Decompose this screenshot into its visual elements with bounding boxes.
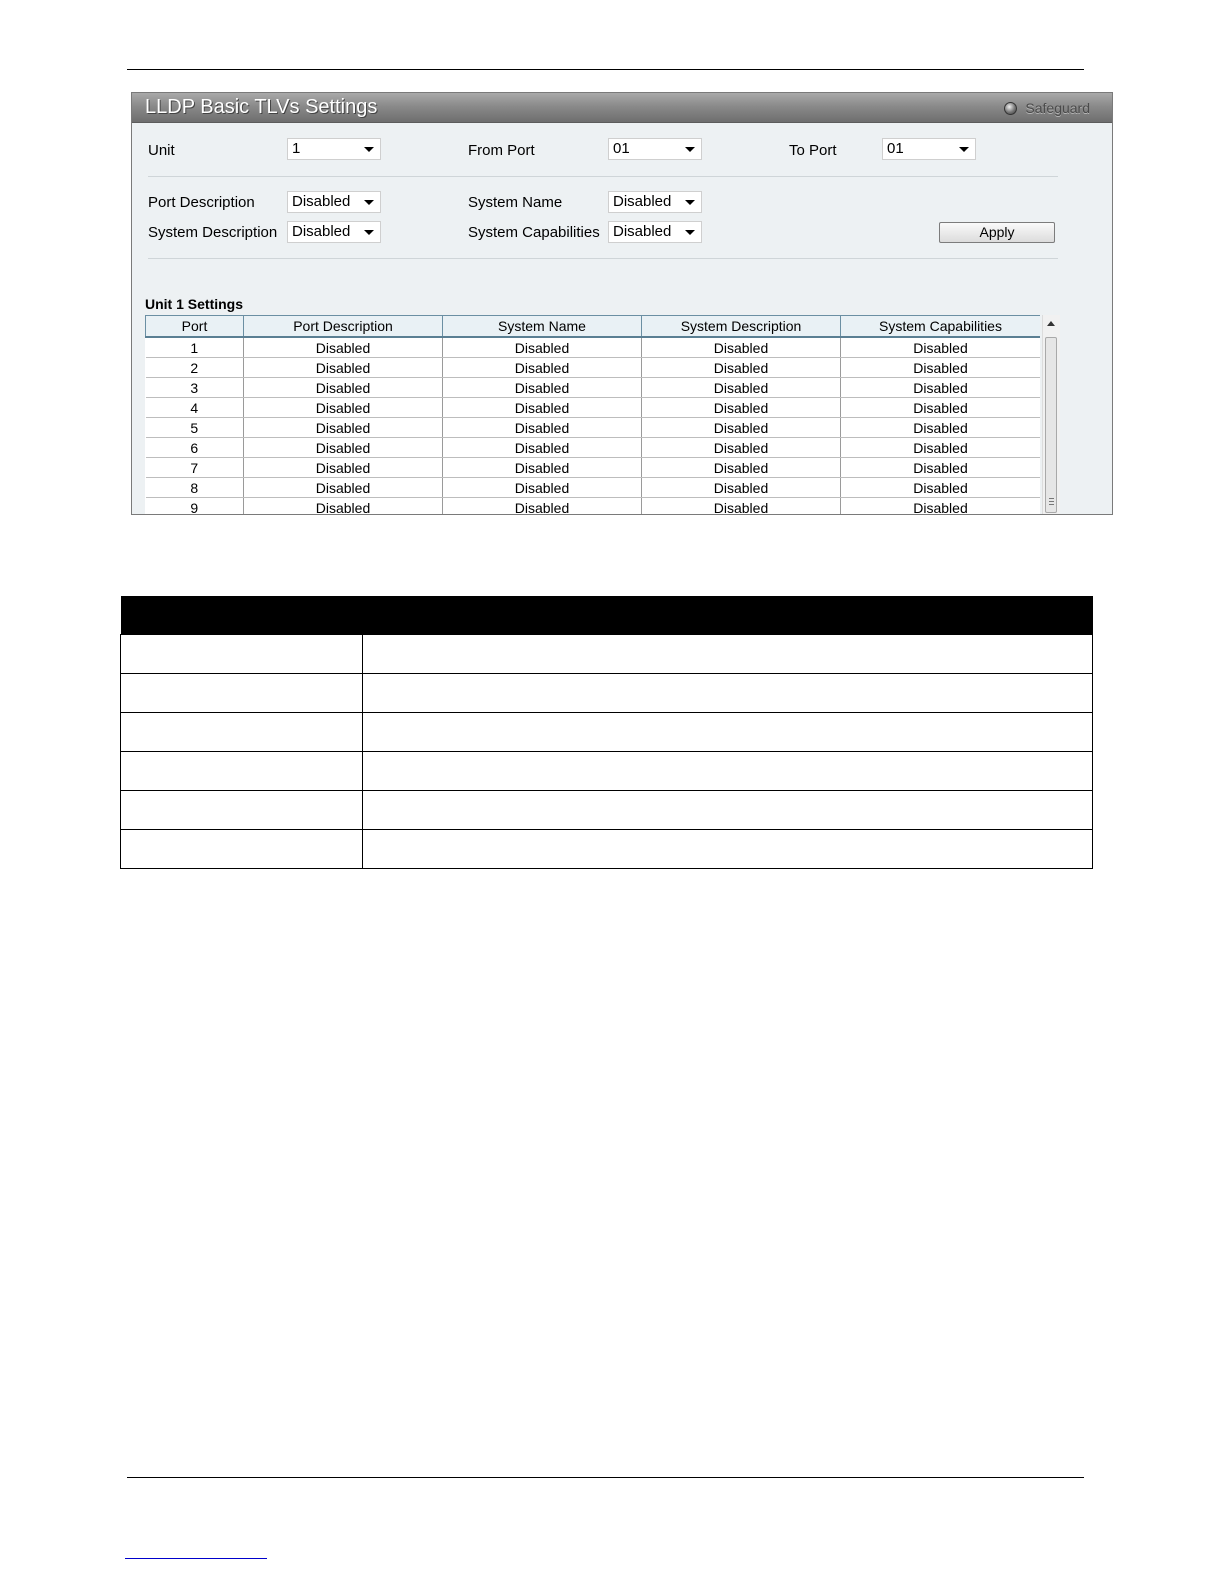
- safeguard-indicator: [1004, 100, 1090, 116]
- cell-system-name: Disabled: [443, 398, 642, 418]
- parameter-cell: [121, 752, 363, 791]
- settings-table-container: [145, 315, 1040, 514]
- parameter-cell: [121, 713, 363, 752]
- cell-port: 2: [146, 358, 244, 378]
- chevron-down-icon: [685, 200, 695, 205]
- chevron-down-icon: [959, 147, 969, 152]
- chevron-down-icon: [364, 200, 374, 205]
- to-port-select-value: 01: [887, 140, 904, 157]
- cell-port-description: Disabled: [244, 458, 443, 478]
- cell-port: 8: [146, 478, 244, 498]
- to-port-select[interactable]: [882, 138, 976, 160]
- cell-port-description: Disabled: [244, 478, 443, 498]
- cell-port: 5: [146, 418, 244, 438]
- system-description-select-value: Disabled: [292, 223, 351, 240]
- cell-system-description: Disabled: [642, 478, 841, 498]
- system-capabilities-select[interactable]: [608, 221, 702, 243]
- parameter-row: [121, 830, 1093, 869]
- parameter-table-header: [121, 596, 1093, 635]
- parameter-header-cell: [121, 596, 363, 635]
- top-rule: [127, 69, 1084, 70]
- safeguard-label: Safeguard: [1025, 100, 1090, 116]
- cell-port-description: Disabled: [244, 398, 443, 418]
- parameter-cell: [121, 791, 363, 830]
- parameter-cell: [121, 635, 363, 674]
- cell-system-capabilities: Disabled: [841, 398, 1041, 418]
- description-cell: [363, 674, 1093, 713]
- apply-button[interactable]: Apply: [939, 222, 1055, 243]
- cell-system-capabilities: Disabled: [841, 458, 1041, 478]
- cell-system-capabilities: Disabled: [841, 378, 1041, 398]
- chevron-down-icon: [364, 230, 374, 235]
- cell-port-description: Disabled: [244, 337, 443, 358]
- cell-system-name: Disabled: [443, 438, 642, 458]
- system-description-label: System Description: [148, 224, 278, 241]
- parameter-row: [121, 791, 1093, 830]
- table-row[interactable]: [146, 498, 1041, 515]
- column-header-port-description[interactable]: Port Description: [244, 316, 443, 338]
- system-name-select-value: Disabled: [613, 193, 672, 210]
- cell-system-description: Disabled: [642, 458, 841, 478]
- from-port-select[interactable]: [608, 138, 702, 160]
- table-row[interactable]: [146, 337, 1041, 358]
- cell-system-description: Disabled: [642, 358, 841, 378]
- chevron-down-icon: [364, 147, 374, 152]
- parameter-row: [121, 635, 1093, 674]
- system-name-select[interactable]: [608, 191, 702, 213]
- cell-system-name: Disabled: [443, 458, 642, 478]
- cell-port: 4: [146, 398, 244, 418]
- from-port-select-value: 01: [613, 140, 630, 157]
- cell-system-name: Disabled: [443, 378, 642, 398]
- table-scrollbar[interactable]: [1042, 315, 1060, 514]
- table-row[interactable]: [146, 418, 1041, 438]
- settings-table-body: [146, 337, 1041, 514]
- cell-system-capabilities: Disabled: [841, 358, 1041, 378]
- description-cell: [363, 791, 1093, 830]
- parameter-cell: [121, 674, 363, 713]
- column-header-system-capabilities[interactable]: System Capabilities: [841, 316, 1041, 338]
- unit-label: Unit: [148, 142, 175, 159]
- system-capabilities-select-value: Disabled: [613, 223, 672, 240]
- parameter-cell: [121, 830, 363, 869]
- table-row[interactable]: [146, 378, 1041, 398]
- grip-icon: [1049, 498, 1054, 507]
- cell-system-description: Disabled: [642, 418, 841, 438]
- description-header-cell: [363, 596, 1093, 635]
- footer-link-underline[interactable]: [125, 1558, 267, 1559]
- cell-system-capabilities: Disabled: [841, 498, 1041, 515]
- to-port-label: To Port: [789, 142, 837, 159]
- parameter-row: [121, 713, 1093, 752]
- settings-table-header: [146, 316, 1041, 338]
- table-row[interactable]: [146, 458, 1041, 478]
- safeguard-icon: [1004, 102, 1017, 115]
- port-description-label: Port Description: [148, 194, 255, 211]
- port-description-select-value: Disabled: [292, 193, 351, 210]
- column-header-port[interactable]: Port: [146, 316, 244, 338]
- cell-system-name: Disabled: [443, 358, 642, 378]
- parameter-row: [121, 752, 1093, 791]
- table-row[interactable]: [146, 358, 1041, 378]
- system-capabilities-label: System Capabilities: [468, 224, 600, 241]
- cell-system-capabilities: Disabled: [841, 438, 1041, 458]
- cell-port: 3: [146, 378, 244, 398]
- cell-system-capabilities: Disabled: [841, 337, 1041, 358]
- cell-port-description: Disabled: [244, 498, 443, 515]
- chevron-down-icon: [685, 147, 695, 152]
- unit-settings-title: Unit 1 Settings: [145, 296, 244, 312]
- system-description-select[interactable]: [287, 221, 381, 243]
- settings-table: [145, 315, 1040, 514]
- cell-port: 7: [146, 458, 244, 478]
- cell-port-description: Disabled: [244, 438, 443, 458]
- description-cell: [363, 635, 1093, 674]
- cell-port: 9: [146, 498, 244, 515]
- table-row[interactable]: [146, 398, 1041, 418]
- window-title: LLDP Basic TLVs Settings: [145, 96, 378, 118]
- scrollbar-thumb[interactable]: [1045, 337, 1057, 513]
- cell-port-description: Disabled: [244, 378, 443, 398]
- cell-system-name: Disabled: [443, 478, 642, 498]
- from-port-label: From Port: [468, 142, 535, 159]
- divider: [148, 176, 1058, 177]
- cell-system-description: Disabled: [642, 498, 841, 515]
- column-header-system-description[interactable]: System Description: [642, 316, 841, 338]
- cell-system-name: Disabled: [443, 498, 642, 515]
- unit-select[interactable]: [287, 138, 381, 160]
- unit-select-value: 1: [292, 140, 301, 157]
- cell-system-description: Disabled: [642, 398, 841, 418]
- parameter-table: [120, 596, 1093, 869]
- bottom-rule: [127, 1477, 1084, 1478]
- cell-system-capabilities: Disabled: [841, 418, 1041, 438]
- divider: [148, 258, 1058, 259]
- table-row[interactable]: [146, 438, 1041, 458]
- title-bar: [132, 93, 1112, 123]
- cell-system-capabilities: Disabled: [841, 478, 1041, 498]
- cell-system-description: Disabled: [642, 438, 841, 458]
- cell-system-description: Disabled: [642, 378, 841, 398]
- parameter-row: [121, 674, 1093, 713]
- description-cell: [363, 830, 1093, 869]
- scroll-up-icon[interactable]: [1047, 321, 1055, 326]
- port-description-select[interactable]: [287, 191, 381, 213]
- description-cell: [363, 752, 1093, 791]
- cell-port: 1: [146, 337, 244, 358]
- lldp-basic-tlvs-window: [131, 92, 1113, 515]
- cell-port-description: Disabled: [244, 358, 443, 378]
- cell-system-name: Disabled: [443, 337, 642, 358]
- cell-port: 6: [146, 438, 244, 458]
- chevron-down-icon: [685, 230, 695, 235]
- description-cell: [363, 713, 1093, 752]
- cell-port-description: Disabled: [244, 418, 443, 438]
- column-header-system-name[interactable]: System Name: [443, 316, 642, 338]
- cell-system-description: Disabled: [642, 337, 841, 358]
- cell-system-name: Disabled: [443, 418, 642, 438]
- system-name-label: System Name: [468, 194, 563, 211]
- table-row[interactable]: [146, 478, 1041, 498]
